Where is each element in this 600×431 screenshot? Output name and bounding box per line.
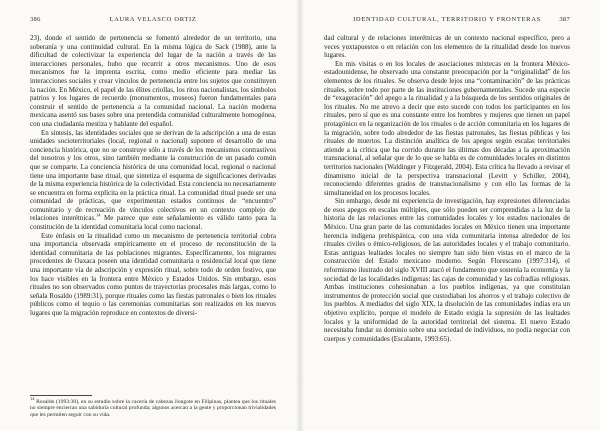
running-header-right: [324, 16, 570, 26]
body-text-left: [30, 34, 276, 318]
page-number-right: 387: [559, 16, 570, 23]
footnote-reference: 14: [95, 213, 101, 219]
running-header-title-right: IDENTIDAD CULTURAL, TERRITORIO Y FRONTERAS: [353, 16, 541, 23]
paragraph: dad cultural y de relaciones interétnicas de un contexto nacional específico, pero a veces yuxtapuestos o en relación con los elementos de la ritualidad desde los nuevos lugares.: [324, 34, 570, 60]
footnote-text: [30, 395, 276, 419]
footnote-body: Rosaldo (1993:30), en su estudio sobre la cacería de cabezas ilongote en Filipinas, plantea que los rituales no siempre encierran una sabiduría cultural profunda; algunos acercan a la gente y proporcionan trivialidades que les permiten seguir con su vida.: [30, 398, 276, 419]
page-number-left: 386: [30, 16, 41, 23]
paragraph-text: En síntesis, las identidades sociales que se derivan de la adscripción a una de estas unidades socioterritoriales (local, regional o nacional) suponen el desarrollo de una conciencia histórica, que no se construye sólo a través de los mecanismos contrastivos del nosotros y los otros, sino también mediante la construcción de un pasado común que se comparte. La conciencia histórica de una comunidad local, regional o nacional tiene una importante base ritual, que sintetiza el esquema de significaciones derivadas de la misma experiencia histórica de la colectividad. Esta conciencia no necesariamente se encuentra en forma explícita en la práctica ritual. La comunidad ritual puede ser una comunidad de prácticas, que experimentan estados continuos de “encuentro” comunitario y de recreación de vínculos colectivos en un contexto complejo de relaciones interétnicas.: [30, 128, 276, 223]
body-text-right: [324, 34, 570, 343]
running-header-left: [30, 16, 276, 26]
page-right: [300, 0, 600, 431]
footnote: [30, 391, 276, 419]
running-header-title-left: LAURA VELASCO ORTIZ: [109, 16, 197, 23]
paragraph: [30, 129, 276, 232]
paragraph-text: Me parece que este señalamiento es válido tanto para la constitución de la identidad comunitaria local como nacional.: [30, 214, 276, 232]
paragraph: 23), donde el sentido de pertenencia se fomentó alrededor de un territorio, una soberanía y una continuidad cultural. En la misma lógica de Sack (1988), ante la dificultad de colectivizar la experiencia del lugar de la nación a través de las interacciones personales, hubo que recurrir a otros mecanismos. Uno de esos mecanismos fue la imprenta escrita, como medio eficiente para mediar las interacciones sociales y crear vínculos de pertenencia entre los sujetos que constituyen la nación. En México, el papel de las élites criollas, los ritos nacionalistas, los símbolos patrios y los lugares de recuerdo (monumentos, museos) fueron fundamentales para construir el sentido de pertenencia a la comunidad nacional. La nación moderna mexicana asentó sus bases sobre una pretendida comunidad culturalmente homogénea, con una ciudadanía mestiza y hablante del español.: [30, 34, 276, 128]
paragraph: En mis visitas o en los locales de asociaciones mixtecas en la frontera México-estadounidense, he observado una constante preocupación por la “originalidad” de los elementos de los rituales. Se observa desde lejos una “contaminación” de las prácticas rituales, sobre todo por parte de las instituciones gubernamentales. Sucede una especie de “exageración” del apego a la ritualidad y a la búsqueda de los sentidos originales de los rituales. No me atrevo a decir que esto sucede con todos los participantes en los rituales, pero sí que es una constante entre los hombres y mujeres que tienen un papel protagónico en la organización de los rituales o de acción comunitaria en los lugares de la migración, sobre todo alrededor de las fiestas patronales, las fiestas públicas y los rituales de muertos. La distinción analítica de los apegos según escalas territoriales atiende a la crítica que ha corrido durante las últimas dos décadas a la aproximación transnacional, al señalar que de lo que se habla es de comunidades locales en distintos territorios nacionales (Waldinger y Fitzgerald, 2004). Esta crítica ha llevado a revisar el dinamismo inicial de la perspectiva transnacional (Levitt y Schiller, 2004), reconociendo diferentes grados de transnacionalismo y con ello las formas de la simultaneidad en los procesos locales.: [324, 59, 570, 197]
footnote-marker: 14: [30, 395, 35, 401]
paragraph: Este énfasis en la ritualidad como un mecanismo de pertenencia territorial cobra una importancia observada empíricamente en el proceso de reconstitución de la identidad comunitaria de las poblaciones migrantes. Específicamente, los migrantes procedentes de Oaxaca poseen una identidad comunitaria o residencial local que tiene una importante vía de adscripción y expresión ritual, sobre todo de orden festivo, que los hace visibles en la frontera entre México y Estados Unidos. Sin embargo, esos rituales no son observados como puntos de trayectorias procesales más largas, como lo señala Rosaldo (1989:31), porque rituales como las fiestas patronales o bien los rituales públicos como el tequio o las ceremonias comunitarias son realizados en los nuevos lugares que la migración reproduce en contextos de diversi-: [30, 231, 276, 317]
footnote-rule: [30, 395, 92, 396]
paragraph: Sin embargo, desde mi experiencia de investigación, hay expresiones diferenciadas de esos apegos en escalas múltiples, que sólo pueden ser comprendidas a la luz de la historia de las relaciones entre las comunidades locales y los estados nacionales de México. Una gran parte de las comunidades locales en México tienen una importante herencia indígena prehispánica, con una vida comunitaria intensa alrededor de los rituales civiles o étnico-religiosos, de las autoridades locales y el trabajo comunitario. Estas antiguas lealtades locales no siempre han sido bien vistas en el marco de la construcción del Estado mexicano moderno. Según Florescano (1997:314), el reformismo ilustrado del siglo XVIII atacó el fundamento que sostenía la economía y la sociedad de las localidades indígenas: las cajas de comunidad y las cofradías religiosas. Ambas instituciones cohesionaban a los pueblos indígenas, ya que constituían instrumentos de protección social que custodiaban los ahorros y el trabajo colectivo de los pueblos. A mediados del siglo XIX, la disolución de las comunidades indias era un objetivo explícito, porque el modelo de Estado exigía la supresión de las lealtades locales y la uniformidad de la autoridad territorial del sistema. El nuevo Estado necesitaba fundar su dominio sobre una sociedad de individuos, no podía negociar con cuerpos y comunidades (Escalante, 1993:65).: [324, 197, 570, 343]
